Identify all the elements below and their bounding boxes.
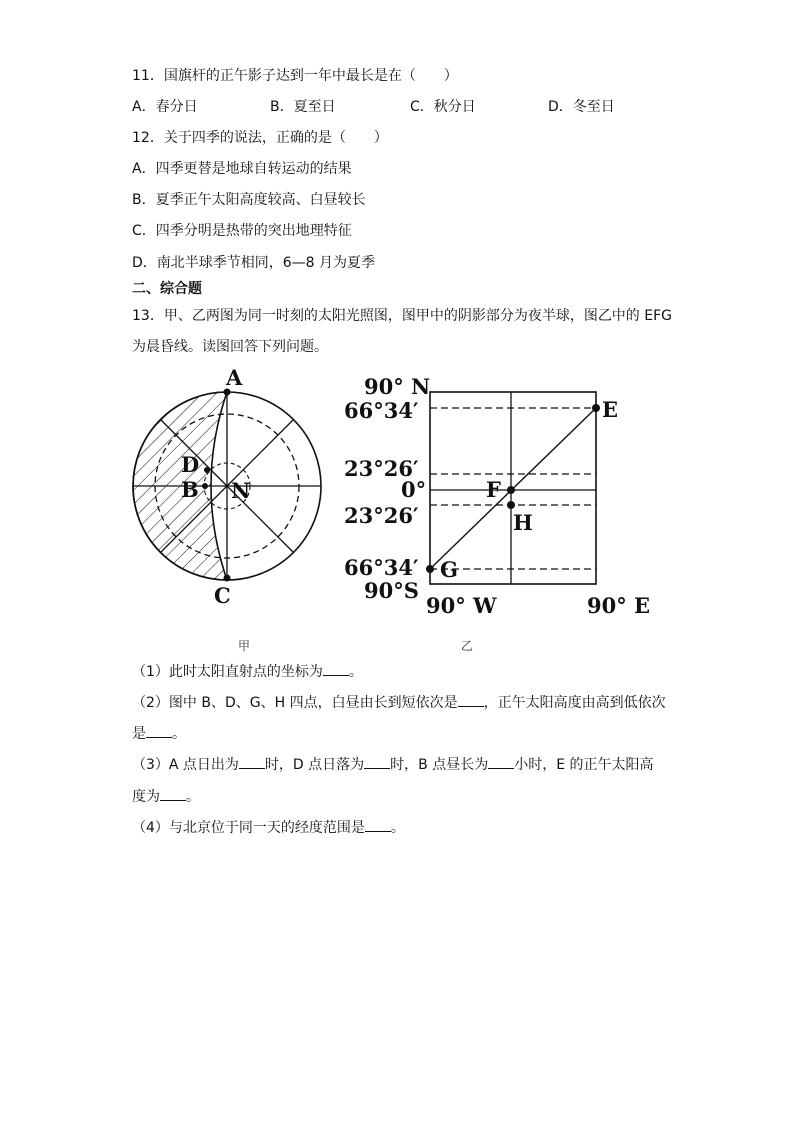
sub3-text-a: （3）A 点日出为	[132, 757, 239, 773]
sub3-text-f: 。	[186, 789, 200, 805]
sub1-end: 。	[348, 664, 363, 680]
q11-option-b: B．夏至日	[270, 99, 336, 115]
caption-jia: 甲	[238, 639, 251, 653]
lat-label-66n: 66°34′	[344, 398, 419, 423]
q12-option-c: C．四季分明是热带的突出地理特征	[132, 223, 352, 239]
sub3-text-e: 度为	[132, 789, 160, 805]
q11-option-a: A．春分日	[132, 99, 198, 115]
q13-sub2-line1	[132, 692, 666, 713]
sub2-text-c: 是	[132, 726, 146, 742]
q12-stem: 12．关于四季的说法，正确的是（ ）	[132, 130, 388, 146]
lat-label-equator: 0°	[401, 477, 427, 502]
q13-sub4	[132, 817, 405, 838]
lat-label-23n: 23°26′	[344, 456, 419, 481]
label-d: D	[181, 452, 200, 477]
lat-label-90s: 90°S	[364, 578, 419, 603]
answer-blank-3a[interactable]	[239, 754, 265, 769]
q13-sub1	[132, 661, 363, 682]
lat-label-23s: 23°26′	[344, 503, 419, 528]
lon-label-90w: 90° W	[426, 593, 497, 618]
sub2-text-b: ，正午太阳高度由高到低依次	[483, 695, 666, 711]
point-d	[204, 467, 210, 473]
lat-label-66s: 66°34′	[344, 555, 419, 580]
label-c: C	[214, 583, 231, 608]
point-e	[592, 404, 600, 412]
q13-sub3-line2	[132, 786, 200, 807]
q11-option-d: D．冬至日	[548, 99, 615, 115]
answer-blank-3d[interactable]	[160, 786, 186, 801]
figure-jia	[120, 362, 340, 612]
q12-option-d: D．南北半球季节相同，6—8 月为夏季	[132, 255, 376, 271]
q13-sub2-line2	[132, 723, 186, 744]
label-f: F	[486, 477, 501, 502]
caption-yi: 乙	[461, 639, 474, 653]
lon-label-90e: 90° E	[587, 593, 651, 618]
label-g: G	[440, 557, 458, 582]
point-g	[426, 565, 434, 573]
q13-sub3-line1	[132, 754, 654, 775]
sub4-text: （4）与北京位于同一天的经度范围是	[132, 820, 365, 836]
answer-blank-1[interactable]	[323, 661, 349, 676]
label-h: H	[513, 510, 533, 535]
sub3-text-b: 时，D 点日落为	[264, 757, 365, 773]
q13-stem-line2: 为晨昏线。读图回答下列问题。	[132, 339, 328, 355]
point-c	[224, 575, 231, 582]
point-h	[507, 501, 515, 509]
answer-blank-2b[interactable]	[146, 723, 172, 738]
label-n: N	[231, 478, 251, 503]
answer-blank-3c[interactable]	[488, 754, 514, 769]
answer-blank-3b[interactable]	[364, 754, 390, 769]
point-f	[507, 486, 515, 494]
sub2-text-d: 。	[172, 726, 186, 742]
label-a: A	[226, 365, 243, 390]
sub1-text: （1）此时太阳直射点的坐标为	[132, 664, 323, 680]
q12-option-a: A．四季更替是地球自转运动的结果	[132, 161, 352, 177]
q13-stem-line1: 13．甲、乙两图为同一时刻的太阳光照图，图甲中的阴影部分为夜半球，图乙中的 EFG	[132, 308, 673, 324]
label-e: E	[602, 397, 619, 422]
sub2-text-a: （2）图中 B、D、G、H 四点，白昼由长到短依次是	[132, 695, 458, 711]
label-b: B	[181, 477, 199, 502]
q11-stem: 11．国旗杆的正午影子达到一年中最长是在（ ）	[132, 68, 458, 84]
answer-blank-4[interactable]	[365, 817, 391, 832]
point-b	[202, 483, 208, 489]
sub4-end: 。	[390, 820, 405, 836]
figure-yi	[340, 370, 660, 625]
answer-blank-2a[interactable]	[458, 692, 484, 707]
sub3-text-d: 小时，E 的正午太阳高	[514, 757, 654, 773]
section-heading: 二、综合题	[132, 281, 202, 297]
q11-option-c: C．秋分日	[410, 99, 476, 115]
q12-option-b: B．夏季正午太阳高度较高、白昼较长	[132, 192, 366, 208]
sub3-text-c: 时，B 点昼长为	[390, 757, 489, 773]
lat-label-90n: 90° N	[364, 374, 431, 399]
